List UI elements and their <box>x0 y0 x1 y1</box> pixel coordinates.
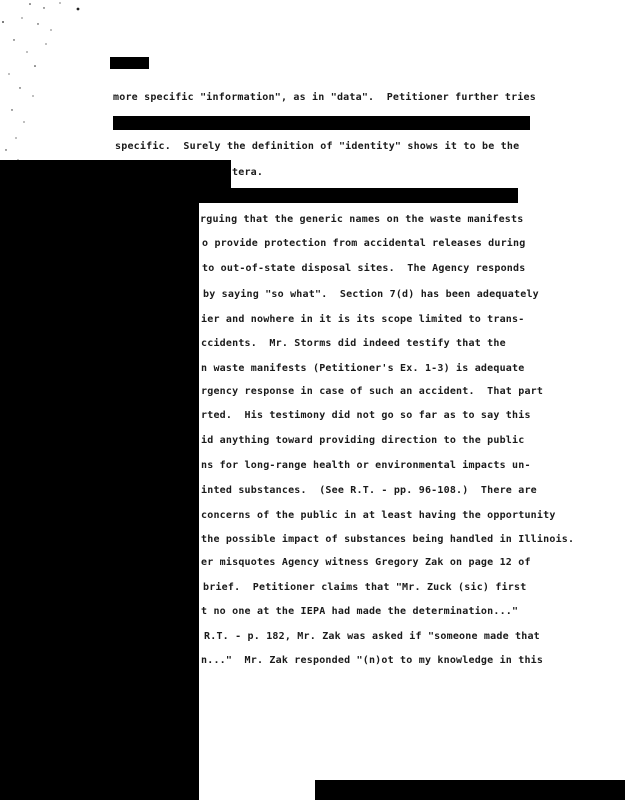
redaction-block-top-left <box>0 160 231 202</box>
text-line-11: rgency response in case of such an accident. That part <box>201 386 544 397</box>
scan-noise-speckles <box>0 0 80 170</box>
text-line-12: rted. His testimony did not go so far as to say this <box>201 410 531 421</box>
text-line-3: tera. <box>232 167 264 178</box>
text-line-19: brief. Petitioner claims that "Mr. Zuck (sic) first <box>203 582 527 593</box>
redaction-bar-2 <box>198 188 518 203</box>
text-line-16: concerns of the public in at least having the opportunity <box>201 510 556 521</box>
text-line-4: rguing that the generic names on the waste manifests <box>200 214 524 225</box>
text-line-21: R.T. - p. 182, Mr. Zak was asked if "someone made that <box>204 631 540 642</box>
text-line-8: ier and nowhere in it is its scope limited to trans- <box>201 314 525 325</box>
redaction-bar-bottom <box>315 780 625 800</box>
text-line-14: ns for long-range health or environmental impacts un- <box>201 460 531 471</box>
text-line-1: more specific "information", as in "data". Petitioner further tries <box>113 92 536 103</box>
text-line-9: ccidents. Mr. Storms did indeed testify that the <box>201 338 506 349</box>
text-line-5: o provide protection from accidental releases during <box>202 238 526 249</box>
text-line-13: id anything toward providing direction to the public <box>201 435 525 446</box>
text-line-7: by saying "so what". Section 7(d) has been adequately <box>203 289 539 300</box>
text-line-20: t no one at the IEPA had made the determination..." <box>201 606 519 617</box>
text-line-17: the possible impact of substances being handled in Illinois. <box>201 534 575 545</box>
redaction-bar-1 <box>113 116 530 130</box>
redaction-block-left <box>0 160 199 800</box>
text-line-18: er misquotes Agency witness Gregory Zak on page 12 of <box>201 557 531 568</box>
text-line-6: to out-of-state disposal sites. The Agency responds <box>202 263 526 274</box>
text-line-10: n waste manifests (Petitioner's Ex. 1-3) is adequate <box>201 363 525 374</box>
text-line-2: specific. Surely the definition of "identity" shows it to be the <box>115 141 520 152</box>
text-line-22: n..." Mr. Zak responded "(n)ot to my knowledge in this <box>201 655 544 666</box>
text-line-15: inted substances. (See R.T. - pp. 96-108.) There are <box>201 485 537 496</box>
redaction-bar-header <box>110 57 149 69</box>
